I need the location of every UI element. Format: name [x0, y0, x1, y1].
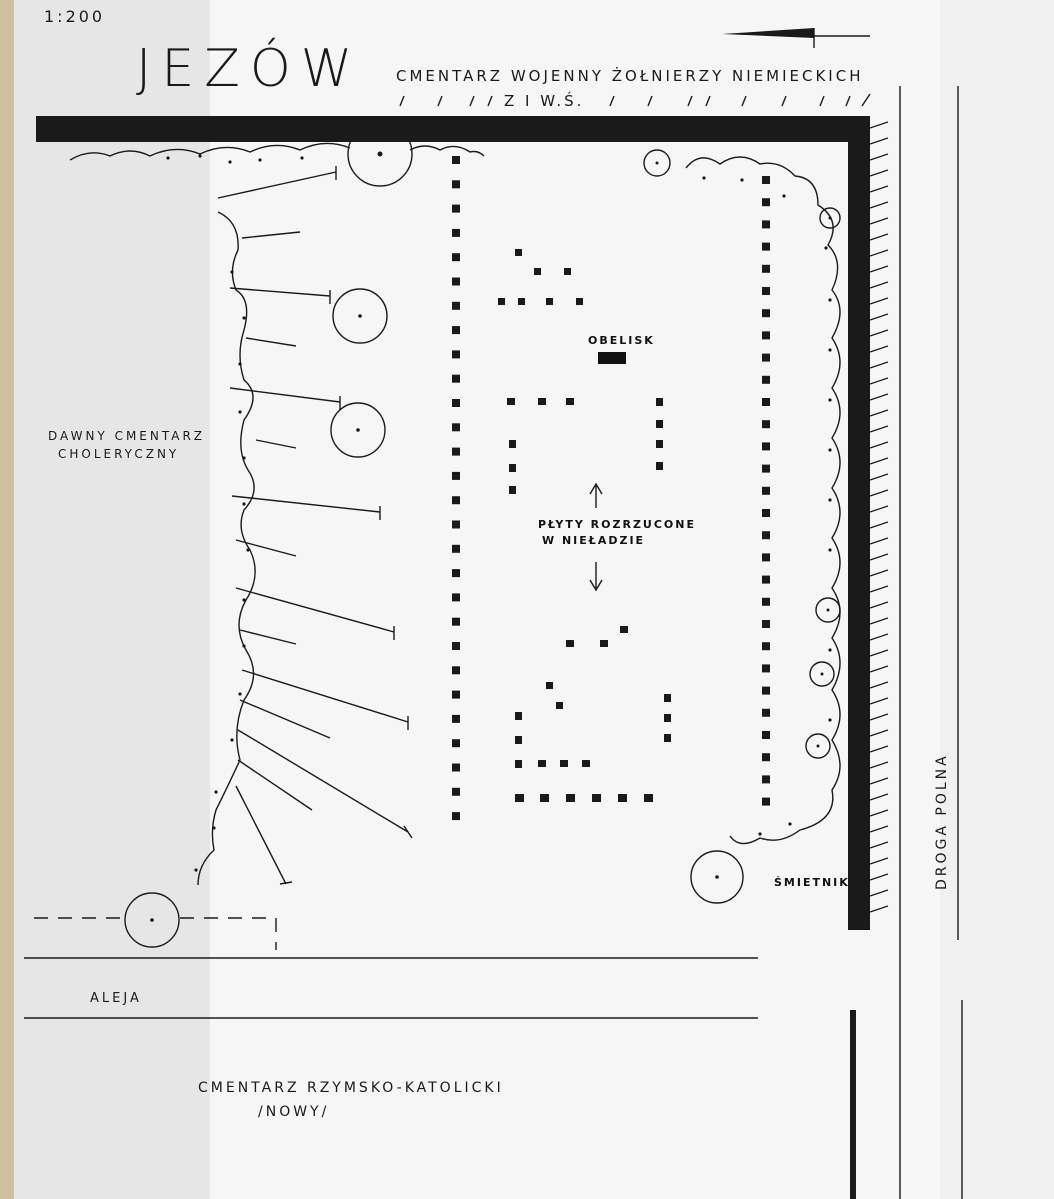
grave-marker — [762, 420, 770, 428]
grave-marker — [452, 691, 460, 699]
hedge-dot — [258, 158, 261, 161]
scale-label: 1:200 — [44, 7, 106, 26]
hedge-dot — [828, 448, 831, 451]
grave-marker — [762, 620, 770, 628]
grave-marker — [452, 278, 460, 286]
grave-marker — [762, 198, 770, 206]
paper-edge — [0, 0, 14, 1199]
grave-marker — [452, 569, 460, 577]
grave-marker — [452, 229, 460, 237]
hedge-dot — [828, 498, 831, 501]
hedge-dot — [238, 362, 241, 365]
grave-marker — [452, 739, 460, 747]
page-title: JEZÓW — [136, 39, 363, 99]
grave-marker — [762, 376, 770, 384]
slabs-label-line1: PŁYTY ROZRZUCONE — [538, 518, 696, 531]
grave-marker — [762, 220, 770, 228]
grave-marker — [762, 709, 770, 717]
grave-marker — [762, 598, 770, 606]
hedge-dot — [242, 456, 245, 459]
grave-marker — [452, 521, 460, 529]
grave-marker — [452, 205, 460, 213]
grave-marker — [762, 509, 770, 517]
grave-marker — [452, 399, 460, 407]
grave-marker — [762, 687, 770, 695]
grave-marker — [762, 287, 770, 295]
hedge-dot — [214, 790, 217, 793]
catholic-cemetery-label-line1: CMENTARZ RZYMSKO-KATOLICKI — [198, 1080, 504, 1096]
grave-marker — [762, 731, 770, 739]
grave-marker — [452, 472, 460, 480]
hedge-dot — [828, 348, 831, 351]
grave-marker — [452, 156, 460, 164]
grave-marker — [762, 775, 770, 783]
hedge-dot — [242, 316, 245, 319]
right-margin — [940, 0, 1054, 1199]
grave-marker — [762, 753, 770, 761]
grave-marker — [762, 531, 770, 539]
grave-marker — [452, 788, 460, 796]
grave-marker — [762, 243, 770, 251]
grave-marker — [452, 618, 460, 626]
grave-marker — [452, 448, 460, 456]
hedge-dot — [242, 644, 245, 647]
obelisk-label: OBELISK — [588, 334, 655, 347]
grave-marker — [762, 465, 770, 473]
grave-marker — [762, 642, 770, 650]
grave-marker — [762, 664, 770, 672]
grave-marker — [452, 666, 460, 674]
hedge-dot — [782, 194, 785, 197]
hedge-dot — [828, 398, 831, 401]
hedge-dot — [242, 502, 245, 505]
grave-marker — [452, 326, 460, 334]
grave-marker — [452, 715, 460, 723]
grave-marker — [762, 553, 770, 561]
cemetery-period: Z I W.Ś. — [504, 92, 585, 110]
hedge-dot — [246, 548, 249, 551]
grave-marker — [452, 545, 460, 553]
old-cemetery-label-line2: CHOLERYCZNY — [58, 447, 180, 461]
hedge-dot — [828, 718, 831, 721]
trash-label: ŚMIETNIK — [774, 876, 850, 889]
hedge-dot — [228, 160, 231, 163]
grave-marker — [452, 812, 460, 820]
grave-column-right — [762, 176, 770, 806]
hedge-dot — [788, 822, 791, 825]
grave-marker — [762, 442, 770, 450]
hedge-dot — [198, 154, 201, 157]
grave-marker — [452, 302, 460, 310]
grave-marker — [452, 253, 460, 261]
alley-label: ALEJA — [90, 991, 142, 1006]
grave-marker — [452, 180, 460, 188]
hedge-dot — [300, 156, 303, 159]
obelisk-marker — [598, 352, 626, 364]
hedge-dot — [828, 648, 831, 651]
old-cemetery-label-line1: DAWNY CMENTARZ — [48, 429, 206, 443]
grave-marker — [452, 496, 460, 504]
hedge-dot — [194, 868, 197, 871]
cemetery-name: CMENTARZ WOJENNY ŻOŁNIERZY NIEMIECKICH — [396, 67, 864, 85]
field-road-label: DROGA POLNA — [934, 753, 950, 890]
grave-marker — [762, 176, 770, 184]
catholic-cemetery-label-line2: /NOWY/ — [258, 1104, 330, 1120]
hedge-dot — [238, 692, 241, 695]
hedge-dot — [242, 598, 245, 601]
grave-marker — [762, 331, 770, 339]
grave-marker — [762, 576, 770, 584]
grave-marker — [452, 764, 460, 772]
hedge-dot — [702, 176, 705, 179]
hedge-dot — [740, 178, 743, 181]
left-shadow-band — [0, 0, 210, 1199]
grave-marker — [452, 350, 460, 358]
grave-marker — [762, 398, 770, 406]
hedge-dot — [212, 826, 215, 829]
hedge-dot — [230, 738, 233, 741]
grave-marker — [452, 593, 460, 601]
grave-marker — [762, 354, 770, 362]
grave-marker — [762, 309, 770, 317]
hedge-dot — [828, 298, 831, 301]
hedge-dot — [758, 832, 761, 835]
grave-marker — [762, 798, 770, 806]
hedge-dot — [828, 548, 831, 551]
grave-marker — [452, 375, 460, 383]
grave-marker — [762, 487, 770, 495]
grave-marker — [762, 265, 770, 273]
slabs-label-line2: W NIEŁADZIE — [542, 534, 646, 547]
grave-marker — [452, 642, 460, 650]
hedge-dot — [824, 246, 827, 249]
hedge-dot — [238, 410, 241, 413]
hedge-dot — [166, 156, 169, 159]
hedge-dot — [230, 270, 233, 273]
grave-marker — [452, 423, 460, 431]
